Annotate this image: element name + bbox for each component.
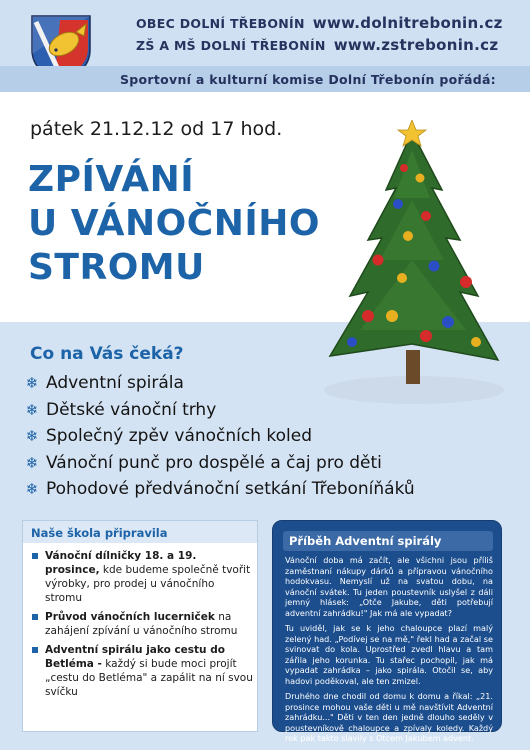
program-item-label: Dětské vánoční trhy (46, 399, 217, 420)
program-item-label: Společný zpěv vánočních koled (46, 426, 313, 447)
snowflake-icon: ❄ (25, 374, 39, 393)
school-activity-desc: na zahájení zpívání u vánočního stromu (45, 611, 238, 637)
program-heading: Co na Vás čeká? (30, 344, 184, 364)
story-heading: Příběh Adventní spirály (283, 531, 493, 551)
tagline-bar (0, 66, 530, 92)
header-line-school (136, 36, 498, 54)
event-title (28, 158, 320, 290)
program-list (24, 370, 415, 503)
school-activity-item (31, 549, 253, 605)
school-name: ZŠ A MŠ DOLNÍ TŘEBONÍN (136, 38, 326, 53)
program-item (24, 397, 415, 424)
school-activity-title: Adventní spirálu jako cestu do Betléma - (45, 644, 225, 670)
christmas-tree-icon (316, 120, 516, 410)
program-item (24, 450, 415, 477)
village-website[interactable]: www.dolnitrebonin.cz (312, 14, 503, 32)
event-title-line: STROMU (28, 247, 205, 288)
event-date: pátek 21.12.12 od 17 hod. (30, 118, 283, 140)
school-activity-desc: každý si bude moci projít „cestu do Betléma" a zapálit na ní svou svíčku (45, 658, 253, 698)
program-item (24, 423, 415, 450)
bullet-square-icon (32, 647, 38, 653)
bullet-square-icon (32, 614, 38, 620)
school-activity-title: Průvod vánočních lucerniček (45, 611, 215, 623)
event-title-line: U VÁNOČNÍHO (28, 203, 320, 244)
school-box-heading: Naše škola připravila (23, 521, 257, 543)
story-paragraph: Vánoční doba má začít, ale všichni jsou příliš zaměstnaní nákupy dárků a přípravou vánočního hodokvasu. Nemyslí už na svatou dobu, na vánoční svátek. Tu jeden poustevník uslyšel z dáli jemný hlásek: „Otče Jakube, děti potřebují adventní zahrádku!" Jak má ale vypadat? (285, 555, 493, 618)
header-line-village (136, 14, 503, 32)
program-item-label: Adventní spirála (46, 373, 184, 394)
snowflake-icon: ❄ (25, 453, 39, 472)
program-item (24, 476, 415, 503)
event-title-line: ZPÍVÁNÍ (28, 159, 195, 200)
school-activity-desc: kde budeme společně tvořit výrobky, pro prodej u vánočního stromu (45, 564, 251, 604)
snowflake-icon: ❄ (25, 427, 39, 446)
organizer-tagline: Sportovní a kulturní komise Dolní Třebonín pořádá: (119, 72, 496, 87)
snowflake-icon: ❄ (25, 400, 39, 419)
school-activity-title: Vánoční dílničky 18. a 19. prosince, (45, 550, 197, 576)
snowflake-icon: ❄ (25, 480, 39, 499)
story-paragraph: Druhého dne chodil od domu k domu a říkal: „21. prosince mohou vaše děti u mě navštívit Adventní zahrádku..." Děti v ten den jedně dlouho seděly v poustevníkově chaloupce a zpívaly koledy. Každý rok pak takto slavily s Otcem Jakubem advent. (285, 691, 493, 743)
program-item (24, 370, 415, 397)
bullet-square-icon (32, 553, 38, 559)
story-box (272, 520, 502, 743)
story-paragraph: Tu uviděl, jak se k jeho chaloupce plazí malý zelený had. „Podívej se na mě," řekl had a začal se svinovat do kola. Uprostřed zvedl hlavu a tam zářila jeho korunka. Tu stařec pochopil, jak má vypadat zahrádka – jako spirála. Otočil se, aby hadovi poděkoval, ale ten zmizel. (285, 623, 493, 686)
school-activity-list (31, 549, 253, 704)
school-activity-item (31, 610, 253, 638)
school-box (22, 520, 258, 732)
story-text (285, 555, 493, 749)
school-website[interactable]: www.zstrebonin.cz (333, 36, 499, 54)
program-item-label: Vánoční punč pro dospělé a čaj pro děti (46, 452, 382, 473)
program-item-label: Pohodové předvánoční setkání Třeboníňáků (46, 479, 415, 500)
village-name: OBEC DOLNÍ TŘEBONÍN (136, 16, 305, 31)
school-activity-item (31, 643, 253, 699)
